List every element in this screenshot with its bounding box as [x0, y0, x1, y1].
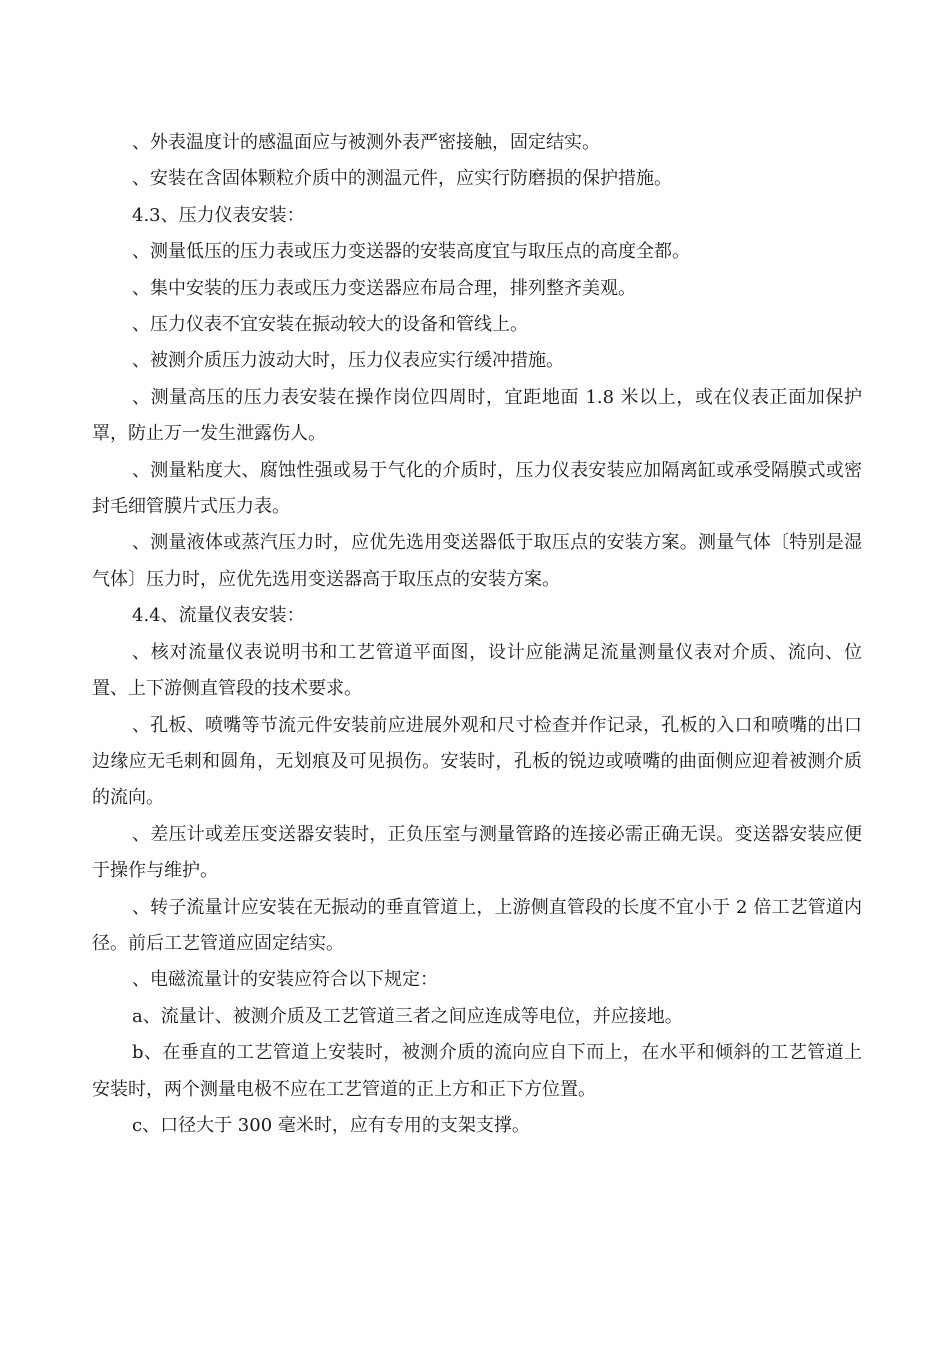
paragraph-buffer-measures: 、被测介质压力波动大时，压力仪表应实行缓冲措施。	[132, 350, 564, 372]
section-heading-pressure: 4.3、压力仪表安装：	[132, 204, 305, 226]
paragraph-electromagnetic-flowmeter: 、电磁流量计的安装应符合以下规定：	[132, 969, 438, 991]
paragraph-flow-manual-check: 、核对流量仪表说明书和工艺管道平面图，设计应能满足流量测量仪表对介质、流向、位置、上下游侧直管段的技术要求。	[92, 641, 862, 700]
section-heading-flow: 4.4、流量仪表安装：	[132, 605, 305, 627]
document-body	[92, 125, 862, 1144]
paragraph-surface-thermometer: 、外表温度计的感温面应与被测外表严密接触，固定结实。	[132, 132, 600, 153]
paragraph-orifice-nozzle: 、孔板、喷嘴等节流元件安装前应进展外观和尺寸检查并作记录，孔板的入口和喷嘴的出口边缘应无毛刺和圆角，无划痕及可见损伤。安装时，孔板的锐边或喷嘴的曲面侧应迎着被测介质的流向。	[92, 714, 862, 809]
paragraph-liquid-gas-pressure: 、测量液体或蒸汽压力时，应优先选用变送器低于取压点的安装方案。测量气体〔特别是湿气体〕压力时，应优先选用变送器高于取压点的安装方案。	[92, 532, 862, 590]
paragraph-centralized-install: 、集中安装的压力表或压力变送器应布局合理，排列整齐美观。	[132, 277, 636, 299]
paragraph-differential-pressure: 、差压计或差压变送器安装时，正负压室与测量管路的连接必需正确无误。变送器安装应便于操作与维护。	[92, 823, 862, 882]
paragraph-item-a: a、流量计、被测介质及工艺管道三者之间应连成等电位，并应接地。	[132, 1005, 683, 1027]
paragraph-item-b: b、在垂直的工艺管道上安装时，被测介质的流向应自下而上，在水平和倾斜的工艺管道上安装时，两个测量电极不应在工艺管道的正上方和正下方位置。	[92, 1042, 862, 1100]
paragraph-high-pressure: 、测量高压的压力表安装在操作岗位四周时，宜距地面 1.8 米以上，或在仪表正面加保护罩，防止万一发生泄露伤人。	[92, 386, 862, 445]
paragraph-low-pressure-height: 、测量低压的压力表或压力变送器的安装高度宜与取压点的高度全都。	[132, 241, 690, 263]
paragraph-corrosive-media: 、测量粘度大、腐蚀性强或易于气化的介质时，压力仪表安装应加隔离缸或承受隔膜式或密封毛细管膜片式压力表。	[92, 459, 862, 518]
paragraph-rotameter: 、转子流量计应安装在无振动的垂直管道上，上游侧直管段的长度不宜小于 2 倍工艺管道内径。前后工艺管道应固定结实。	[92, 896, 862, 954]
paragraph-vibration: 、压力仪表不宜安装在振动较大的设备和管线上。	[132, 314, 528, 336]
paragraph-wear-protection: 、安装在含固体颗粒介质中的测温元件，应实行防磨损的保护措施。	[132, 168, 672, 190]
paragraph-item-c: c、口径大于 300 毫米时，应有专用的支架支撑。	[132, 1114, 530, 1136]
